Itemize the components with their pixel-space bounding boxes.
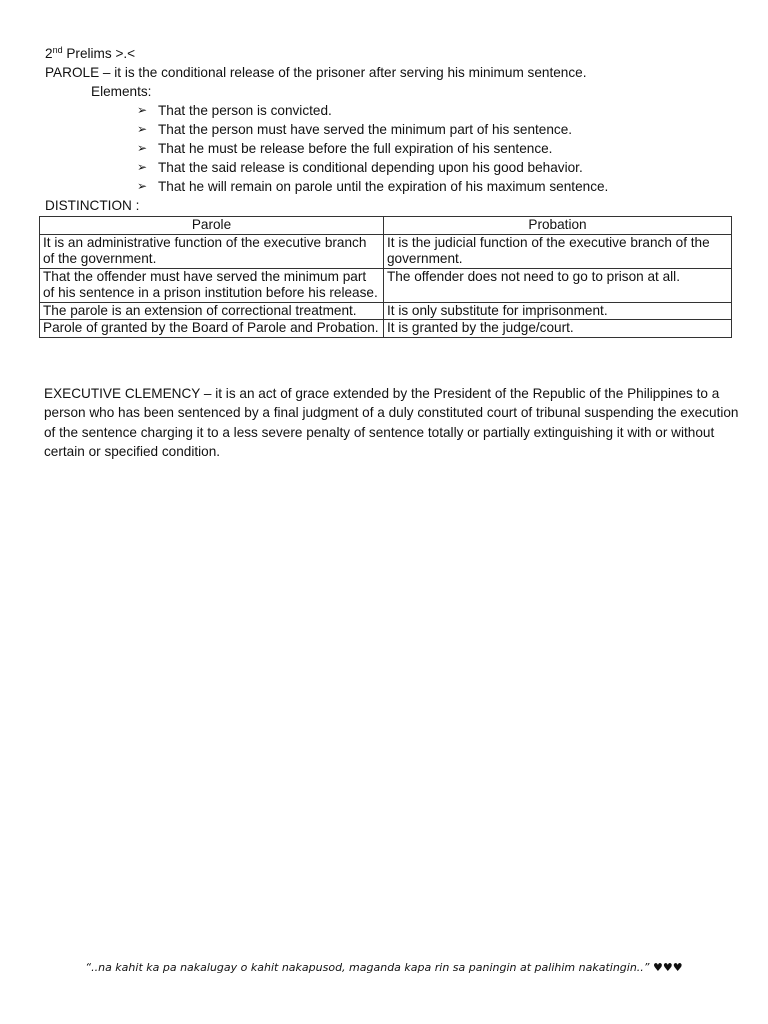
footer-quote [0, 961, 768, 974]
table-row [40, 302, 732, 320]
distinction-table [39, 216, 732, 338]
executive-clemency-paragraph: EXECUTIVE CLEMENCY – it is an act of grace extended by the President of the Republic of the Philippines to a person who has been sentenced by a final judgment of a duly constituted court of tribunal suspending the execution of the sentence charging it to a less severe penalty of sentence totally or partially extinguishing it with or without certain or specified condition. [44, 386, 739, 459]
list-item: ➢ That the said release is conditional depending upon his good behavior. [137, 160, 583, 175]
heading-number: 2 [45, 46, 53, 61]
table-row [40, 268, 732, 302]
page-heading [45, 44, 735, 63]
table-row [40, 320, 732, 338]
list-item: ➢ That he must be release before the full expiration of his sentence. [137, 141, 553, 156]
parole-definition: PAROLE – it is the conditional release of the prisoner after serving his minimum sentence. [45, 65, 587, 80]
table-cell: Parole of granted by the Board of Parole and Probation. [40, 320, 384, 338]
elements-list [45, 101, 735, 196]
hearts-icon: ♥♥♥ [653, 961, 683, 974]
arrow-bullet-icon: ➢ [137, 103, 148, 117]
list-item: ➢ That the person is convicted. [137, 103, 332, 118]
table-cell: That the offender must have served the minimum part of his sentence in a prison institution before his release. [40, 268, 384, 302]
table-row [40, 234, 732, 268]
table-cell: The offender does not need to go to prison at all. [384, 268, 732, 302]
arrow-bullet-icon: ➢ [137, 179, 148, 193]
arrow-bullet-icon: ➢ [137, 141, 148, 155]
heading-superscript: nd [52, 45, 63, 55]
table-header-row [40, 217, 732, 235]
list-item: ➢ That the person must have served the minimum part of his sentence. [137, 122, 573, 137]
heading-text: Prelims >.< [62, 46, 136, 61]
table-cell: It is only substitute for imprisonment. [384, 302, 732, 320]
table-cell: It is granted by the judge/court. [384, 320, 732, 338]
elements-label: Elements: [91, 84, 152, 99]
arrow-bullet-icon: ➢ [137, 122, 148, 136]
table-cell: The parole is an extension of correctional treatment. [40, 302, 384, 320]
table-cell: It is the judicial function of the executive branch of the government. [384, 234, 732, 268]
table-cell: It is an administrative function of the executive branch of the government. [40, 234, 384, 268]
column-header-probation: Probation [384, 217, 732, 235]
arrow-bullet-icon: ➢ [137, 160, 148, 174]
list-item: ➢ That he will remain on parole until the expiration of his maximum sentence. [137, 179, 609, 194]
footer-quote-text: “..na kahit ka pa nakalugay o kahit nakapusod, maganda kapa rin sa paningin at palihim nakatingin..” [85, 961, 650, 974]
column-header-parole: Parole [40, 217, 384, 235]
document-body [45, 44, 735, 215]
distinction-label: DISTINCTION : [45, 198, 140, 213]
